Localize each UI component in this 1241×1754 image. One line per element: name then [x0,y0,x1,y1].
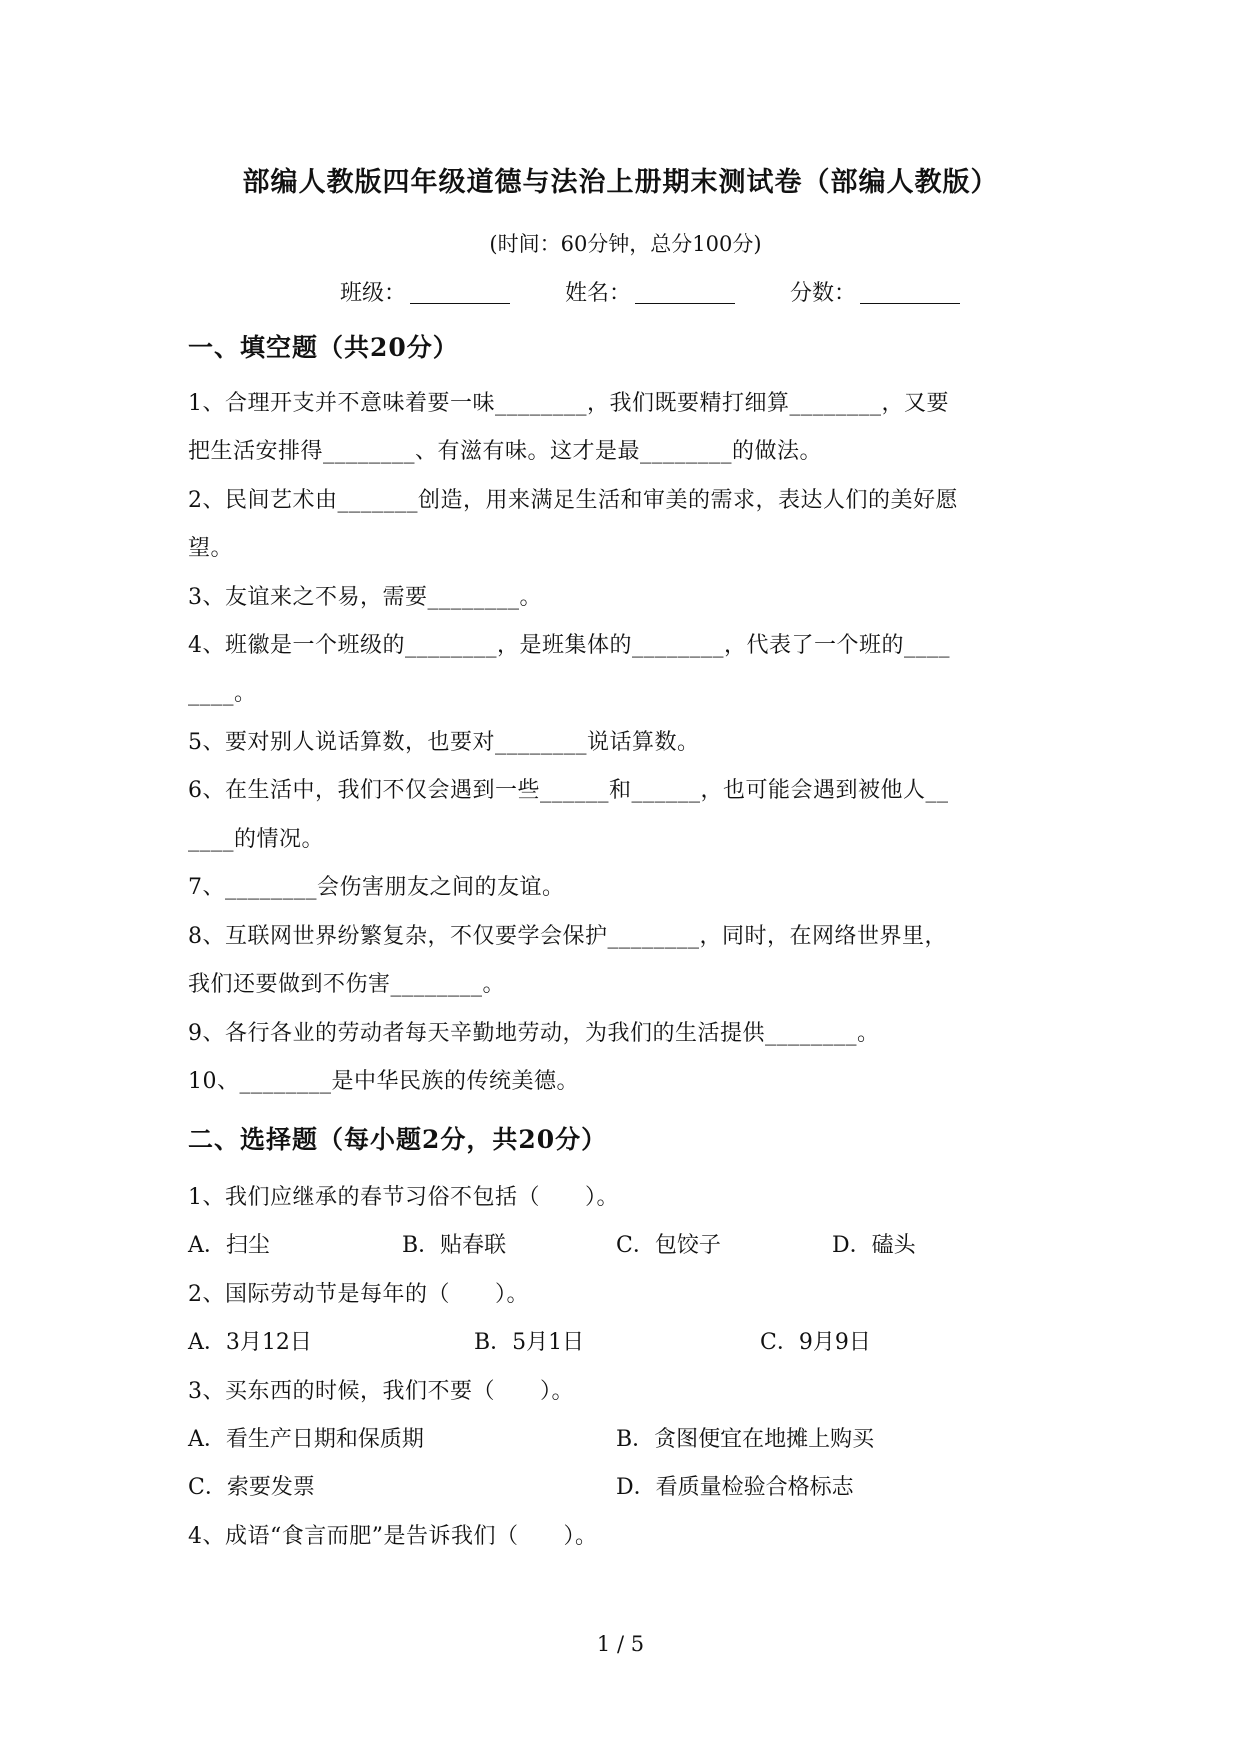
student-info-row [340,276,1008,307]
fill-line: 10、________是中华民族的传统美德。 [188,1069,579,1094]
fill-line: 望。 [188,536,234,561]
option-b: B．贪图便宜在地摊上购买 [616,1427,875,1452]
question-stem: 1、我们应继承的春节习俗不包括（ ）。 [188,1185,619,1210]
class-blank [410,303,510,304]
option-a: A．看生产日期和保质期 [188,1427,424,1452]
section2-heading: 二、选择题（每小题2分，共20分） [188,1125,608,1154]
question-stem: 3、买东西的时候，我们不要（ ）。 [188,1379,574,1404]
score-field [790,281,960,306]
option-d: D．看质量检验合格标志 [616,1475,854,1500]
score-label: 分数： [790,281,857,306]
question-stem: 2、国际劳动节是每年的（ ）。 [188,1282,529,1307]
option-a: A．扫尘 [188,1233,270,1258]
exam-title: 部编人教版四年级道德与法治上册期末测试卷（部编人教版） [242,167,999,198]
name-blank [635,303,735,304]
exam-subtitle: (时间：60分钟，总分100分) [489,232,762,256]
option-d: D．磕头 [832,1233,916,1258]
question-stem: 4、成语“食言而肥”是告诉我们（ ）。 [188,1524,598,1549]
score-blank [860,303,960,304]
fill-line: 3、友谊来之不易，需要________。 [188,585,542,610]
option-b: B．贴春联 [402,1233,507,1258]
name-label: 姓名： [565,281,632,306]
option-c: C．9月9日 [760,1330,871,1355]
fill-line: 7、________会伤害朋友之间的友谊。 [188,875,565,900]
fill-line: 9、各行各业的劳动者每天辛勤地劳动，为我们的生活提供________。 [188,1021,880,1046]
fill-line: 2、民间艺术由_______创造，用来满足生活和审美的需求，表达人们的美好愿 [188,488,958,513]
section1-heading: 一、填空题（共20分） [188,333,459,362]
class-field [340,281,510,306]
fill-line: ____的情况。 [188,827,325,852]
fill-line: 1、合理开支并不意味着要一味________，我们既要精打细算________，又要 [188,391,949,416]
fill-line: 我们还要做到不伤害________。 [188,972,506,997]
fill-line: 8、互联网世界纷繁复杂，不仅要学会保护________，同时，在网络世界里， [188,924,947,949]
page-number: 1 / 5 [596,1632,645,1656]
option-c: C．包饺子 [616,1233,721,1258]
class-label: 班级： [340,281,407,306]
name-field [565,281,735,306]
fill-line: ____。 [188,681,257,706]
fill-line: 5、要对别人说话算数，也要对________说话算数。 [188,730,700,755]
option-b: B．5月1日 [474,1330,585,1355]
fill-line: 6、在生活中，我们不仅会遇到一些______和______，也可能会遇到被他人__ [188,778,949,803]
fill-line: 把生活安排得________、有滋有味。这才是最________的做法。 [188,439,823,464]
option-a: A．3月12日 [188,1330,312,1355]
fill-line: 4、班徽是一个班级的________，是班集体的________，代表了一个班的____ [188,633,950,658]
option-c: C．索要发票 [188,1475,315,1500]
